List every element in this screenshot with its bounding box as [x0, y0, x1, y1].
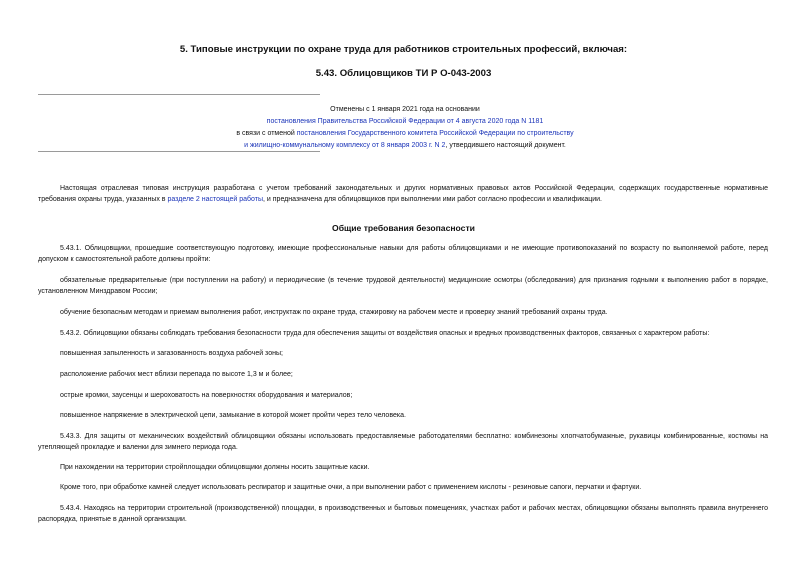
- repeal-notice: [180, 104, 630, 152]
- government-decree-link[interactable]: постановления Правительства Российской Федерации от 4 августа 2020 года N 1181: [266, 118, 544, 125]
- hazard-item-height: расположение рабочих мест вблизи перепада по высоте 1,3 м и более;: [60, 371, 293, 378]
- paragraph-medical: обязательные предварительные (при поступлении на работу) и периодические (в течение трудовой деятельности) медицинские осмотры (обследования) для признания годными к выполнению работ в порядке, установленном Минздравом России;: [38, 277, 768, 295]
- hazard-item-dust: повышенная запыленность и загазованность воздуха рабочей зоны;: [60, 350, 283, 357]
- intro-paragraph: Настоящая отраслевая типовая инструкция разработана с учетом требований законодательных и других нормативных правовых актов Российской Федерации, содержащих государственные нормативные требования охраны труда, указанных в разделе 2 настоящей работы, и предназначена для облицовщиков при выполнении ими работ согласно профессии и квалификации.: [38, 185, 768, 203]
- hazard-item-edges: острые кромки, заусенцы и шероховатость на поверхностях оборудования и материалов;: [60, 392, 353, 399]
- notice-line-4-text: , утвердившего настоящий документ.: [445, 142, 566, 149]
- paragraph-stone-acid: Кроме того, при обработке камней следует использовать респиратор и защитные очки, а при выполнении работ с применением кислоты - резиновые сапоги, перчатки и фартуки.: [60, 484, 642, 491]
- section-title: Общие требования безопасности: [332, 223, 475, 233]
- paragraph-5-43-4: 5.43.4. Находясь на территории строительной (производственной) площадки, в производственных и бытовых помещениях, участках работ и рабочих местах, облицовщики обязаны выполнять правила внутреннего распорядка, принятые в данной организации.: [38, 505, 768, 523]
- paragraph-helmets: При нахождении на территории стройплощадки облицовщики должны носить защитные каски.: [60, 464, 370, 471]
- chapter-heading: 5. Типовые инструкции по охране труда для работников строительных профессий, включая:: [179, 44, 628, 55]
- section-2-link[interactable]: разделе 2 настоящей работы: [167, 196, 264, 203]
- notice-top-rule: [38, 94, 320, 95]
- gosstroy-decree-link-cont[interactable]: и жилищно-коммунальному комплексу от 8 января 2003 г. N 2: [244, 142, 446, 149]
- notice-line-1: Отменены с 1 января 2021 года на основании: [330, 106, 480, 113]
- paragraph-5-43-2: 5.43.2. Облицовщики обязаны соблюдать требования безопасности труда для обеспечения защиты от воздействия опасных и вредных производственных факторов, связанных с характером работы:: [60, 330, 710, 337]
- document-title: 5.43. Облицовщиков ТИ Р О-043-2003: [315, 68, 492, 79]
- paragraph-5-43-3: 5.43.3. Для защиты от механических воздействий облицовщики обязаны использовать предоставляемые работодателями бесплатно: комбинезоны хлопчатобумажные, рукавицы комбинированные, костюмы на утепляющей прокладке и валенки для зимнего периода года.: [38, 433, 768, 451]
- notice-line-3-text: в связи с отменой: [236, 130, 297, 137]
- gosstroy-decree-link[interactable]: постановления Государственного комитета Российской Федерации по строительству: [296, 130, 574, 137]
- notice-bottom-rule: [38, 151, 320, 152]
- paragraph-5-43-1: 5.43.1. Облицовщики, прошедшие соответствующую подготовку, имеющие профессиональные навыки для работы облицовщиками и не имеющие противопоказаний по возрасту по выполняемой работе, перед допуском к самостоятельной работе должны пройти:: [38, 245, 768, 263]
- hazard-item-voltage: повышенное напряжение в электрической цепи, замыкание в которой может пройти через тело человека.: [60, 412, 406, 419]
- paragraph-training: обучение безопасным методам и приемам выполнения работ, инструктаж по охране труда, стажировку на рабочем месте и проверку знаний требований охраны труда.: [60, 309, 608, 316]
